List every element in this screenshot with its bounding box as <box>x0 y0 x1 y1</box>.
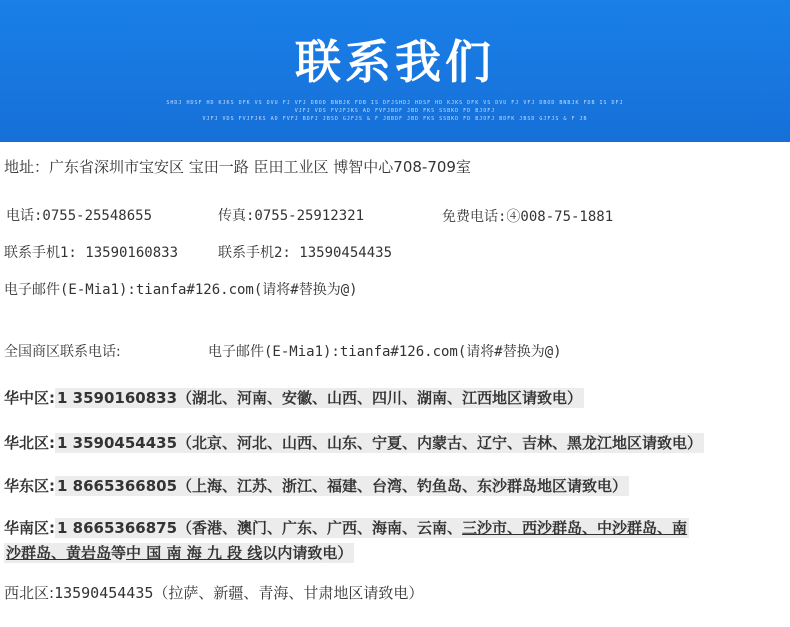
region-northwest <box>4 583 423 603</box>
region-south <box>4 518 689 538</box>
region-phone-text-cont: 沙群岛、黄岩岛等中 国 南 海 九 段 线以内请致电） <box>6 544 353 562</box>
region-label: 华东区: <box>4 477 55 495</box>
banner-deco-text-1: SHDJ HDSF HD KJKS DFK VS DVU FJ VFJ DBOD BNBJK FDB IS DFJSHDJ HDSF HD KJKS DFK VS DVU FJ VFJ DBOD BNBJK FDB IS DFJ <box>166 100 624 106</box>
banner-deco-text-2: VJFJ VDS FVJFJKS AD FVFJBDF JBD FKS SSBKD FD BJOFJ <box>294 108 496 114</box>
address: 地址：广东省深圳市宝安区 宝田一路 臣田工业区 博智中心708-709室 <box>4 158 471 176</box>
region-south-cont <box>4 543 354 563</box>
fax: 传真:0755-25912321 <box>218 208 365 224</box>
header-banner <box>0 0 790 142</box>
region-phone-text: 1 8665366875（香港、澳门、广东、广西、海南、云南、三沙市、西沙群岛、中沙群岛、南 <box>57 519 688 537</box>
mobile-1: 联系手机1: 13590160833 <box>4 245 179 261</box>
region-label: 华北区: <box>4 434 55 452</box>
region-label: 西北区: <box>4 584 55 602</box>
mobile-2: 联系手机2: 13590454435 <box>218 245 393 261</box>
email: 电子邮件(E-Mia1):tianfa#126.com(请将#替换为@) <box>4 282 358 298</box>
region-central <box>4 388 584 408</box>
toll-free-phone: 免费电话:④008-75-1881 <box>442 209 614 225</box>
page-title: 联系我们 <box>295 35 495 89</box>
region-label: 华南区: <box>4 519 55 537</box>
national-phone-label: 全国商区联系电话: <box>4 344 121 360</box>
phone: 电话:0755-25548655 <box>6 208 153 224</box>
region-phone-text: 1 3590454435（北京、河北、山西、山东、宁夏、内蒙古、辽宁、吉林、黑龙江地区请致电） <box>57 434 703 452</box>
national-email: 电子邮件(E-Mia1):tianfa#126.com(请将#替换为@) <box>208 344 562 360</box>
region-label: 华中区: <box>4 389 55 407</box>
region-east <box>4 476 629 496</box>
region-phone-text: 1 8665366805（上海、江苏、浙江、福建、台湾、钓鱼岛、东沙群岛地区请致电） <box>57 477 628 495</box>
banner-deco-text-3: VJFJ VDS FVJFJKS AD FVFJ BDFJ JBSD GJFJS & F JBBDF JBD FKS SSBKD FD BJOFJ BDFK JBSD GJFJS & F JB <box>202 116 588 122</box>
region-north <box>4 433 704 453</box>
region-phone-text: 1 3590160833（湖北、河南、安徽、山西、四川、湖南、江西地区请致电） <box>57 389 583 407</box>
region-phone-text: 13590454435（拉萨、新疆、青海、甘肃地区请致电） <box>54 584 424 602</box>
